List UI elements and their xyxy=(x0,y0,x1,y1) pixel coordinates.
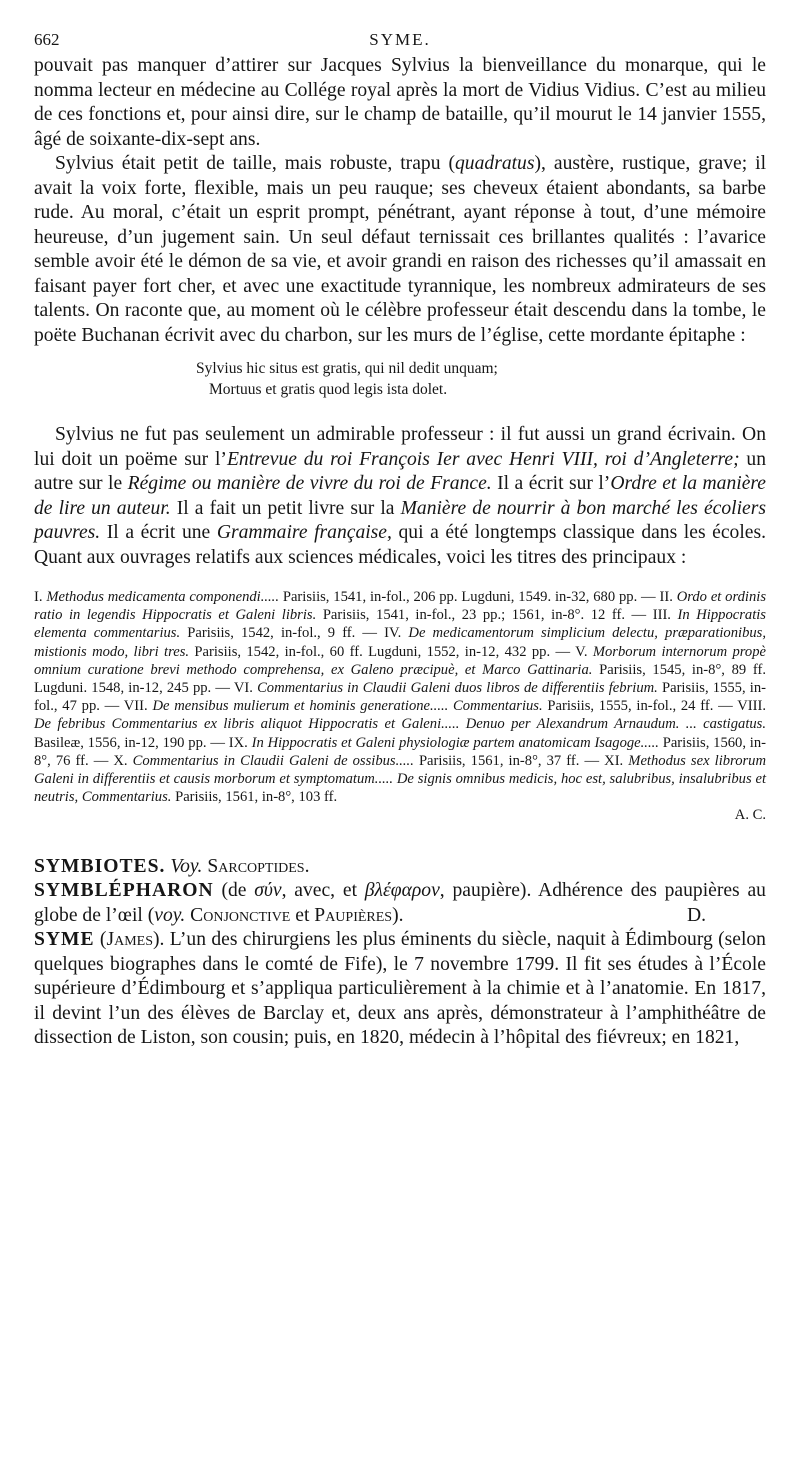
bibliography-title: Methodus sex librorum Galeni in differentiis et causis morborum et symptomatum..... De signis omnibus medicis, hoc est, salubribus, insalubribus et neutris, Commentarius. xyxy=(34,752,767,806)
bibliography-details: Parisiis, 1560, in-8°, 76 ff. — X. xyxy=(34,734,767,769)
bibliography-details: Parisiis, 1542, in-fol., 60 ff. Lugduni, 1552, in-12, 432 pp. — V. xyxy=(189,643,593,660)
symbiotes-voy: Voy. xyxy=(170,855,203,877)
bibliography-title: In Hippocratis et Galeni physiologiæ partem anatomicam Isagoge..... xyxy=(251,734,659,751)
paragraph-2-text-a: Sylvius était petit de taille, mais robuste, trapu ( xyxy=(55,153,455,174)
symb-text-a: (de xyxy=(213,880,255,902)
symb-signature: D. xyxy=(686,904,706,926)
page-number: 662 xyxy=(34,30,60,49)
p3-j: Grammaire française, xyxy=(216,522,392,543)
paragraph-2-quadratus: quadratus xyxy=(455,153,535,174)
p3-e: Il a écrit sur l’ xyxy=(491,473,611,494)
bibliography-details: Parisiis, 1541, in-fol., 206 pp. Lugduni, 1549. in-32, 680 pp. — II. xyxy=(278,589,677,605)
entry-head-symbiotes: SYMBIOTES. xyxy=(34,855,166,877)
article-symblepharon xyxy=(34,879,766,928)
symbiotes-target: Sarcoptides. xyxy=(207,855,310,877)
symb-greek-2: βλέφαρον xyxy=(364,880,440,902)
symb-text-e: ). xyxy=(392,904,404,926)
bibliography-title: Commentarius in Claudii Galeni de ossibus..... xyxy=(132,752,414,769)
syme-text: . L’un des chirurgiens les plus éminents du siècle, naquit à Édimbourg (selon quelques biographes dans le comté de Fife), le 7 novembre 1799. Il fit ses études à l’École supérieure d’Édimbourg et s’appliqua particulièrement à la chimie et à l’anatomie. En 1817, il devint l’un des élèves de Barclay et, deux ans après, démonstrateur à l’amphithéâtre de dissection de Liston, son cousin; puis, en 1820, médecin à l’hôpital des fiévreux; en 1821, xyxy=(34,929,766,1049)
bibliography-details: Parisiis, 1542, in-fol., 9 ff. — IV. xyxy=(180,625,409,642)
bibliography-details: Basileæ, 1556, in-12, 190 pp. — IX. xyxy=(34,734,252,751)
p3-g: Il a fait un petit livre sur la xyxy=(170,497,401,519)
paragraph-3 xyxy=(34,423,766,570)
p3-a: Sylvius ne fut pas seulement un admirable professeur : il fut aussi un grand écrivain. On lui doit un poëme sur l’ xyxy=(34,424,766,470)
bibliography-signature: A. C. xyxy=(734,807,766,824)
symb-voy: voy. xyxy=(154,904,186,926)
bibliography-details: Parisiis, 1561, in-8°, 103 ff. xyxy=(171,789,338,806)
bibliography-title: In Hippocratis elementa commentarius. xyxy=(34,607,766,642)
bibliography-details: Parisiis, 1555, in-fol., 47 pp. — VII. xyxy=(34,680,766,715)
symb-ref-1: Conjonctive xyxy=(185,904,291,926)
p3-b: Entrevue du roi François Ier avec Henri VIII, roi d’Angleterre; xyxy=(226,448,740,470)
entry-head-symblepharon: SYMBLÉPHARON xyxy=(34,880,214,902)
symb-ref-2: Paupières xyxy=(314,904,393,926)
paragraph-1: pouvait pas manquer d’attirer sur Jacques Sylvius la bienveillance du monarque, qui le nomma lecteur en médecine au Collége royal après la mort de Vidius Vidius. C’est au milieu de ces fonctions et, pour ainsi dire, sur le champ de bataille, qu’il mourut le 14 janvier 1555, âgé de soixante-dix-sept ans. xyxy=(34,55,766,150)
p3-f: Ordre et la manière de lire un auteur. xyxy=(34,473,766,519)
p3-h: Manière de nourrir à bon marché les écoliers pauvres. xyxy=(34,497,766,543)
entry-head-syme: SYME xyxy=(34,929,95,951)
epitaph xyxy=(34,358,766,400)
bibliography-details: Parisiis, 1555, in-fol., 24 ff. — VIII. xyxy=(542,698,766,715)
p3-i: Il a écrit une xyxy=(100,522,217,543)
p3-k: qui a été longtemps classique dans les écoles. Quant aux ouvrages relatifs aux sciences médicales, voici les titres des principaux : xyxy=(34,522,766,568)
bibliography-title: Methodus medicamenta componendi..... xyxy=(46,589,279,605)
bibliography-details: I. xyxy=(34,589,47,605)
article-symbiotes xyxy=(34,855,766,880)
paragraph-2-text-c: ), austère, rustique, grave; il avait la voix forte, flexible, mais un peu rauque; ses cheveux étaient abondants, sa barbe rude. Au moral, c’était un esprit prompt, pénétrant, ayant réponse à tout, d’une mémoire heureuse, d’un jugement sain. Un seul défaut ternissait ces brillantes qualités : l’avarice semble avoir été le démon de sa vie, et avoir grandi en raison des richesses qu’il amassait en faisant payer fort cher, et avec une exactitude tyrannique, les nombreux admirateurs de ses talents. On raconte que, au moment où le célèbre professeur était descendu dans la tombe, le poëte Buchanan écrivit avec du charbon, sur les murs de l’église, cette mordante épitaphe : xyxy=(34,153,767,346)
symb-text-b: , avec, et xyxy=(281,880,365,902)
epitaph-line-2: Mortuus et gratis quod legis ista dolet. xyxy=(209,381,448,398)
article-syme: SYME (James). L’un des chirurgiens les plus éminents du siècle, naquit à Édimbourg (selon quelques biographes dans le comté de Fife), le 7 novembre 1799. Il fit ses études à l’École supérieure d’Édimbourg et s’appliqua particulièrement à la chimie et à l’anatomie. En 1817, il devint l’un des élèves de Barclay et, deux ans après, démonstrateur à l’amphithéâtre de dissection de Liston, son cousin; puis, en 1820, médecin à l’hôpital des fiévreux; en 1821, xyxy=(34,929,766,1049)
bibliography-title: Commentarius in Claudii Galeni duos libros de differentiis febrium. xyxy=(257,680,658,697)
bibliography-details: Parisiis, 1541, in-fol., 23 pp.; 1561, in-8°. 12 ff. — III. xyxy=(316,607,678,624)
bibliography-details: Parisiis, 1561, in-8°, 37 ff. — XI. xyxy=(413,752,629,769)
running-title: SYME. xyxy=(369,30,431,49)
syme-first-name: James xyxy=(106,929,153,951)
paragraph-2 xyxy=(34,152,766,348)
bibliography-title: De febribus Commentarius ex libris aliquot Hippocratis et Galeni..... Denuo per Alexandrum Arnaudum. ... castigatus. xyxy=(34,716,766,733)
symb-text-c: , paupière). Adhérence des paupières au globe de l’œil ( xyxy=(34,880,766,926)
book-page xyxy=(34,30,766,1051)
symb-greek-1: σύν xyxy=(254,880,282,902)
bibliography-title: Morborum internorum propè omnium curatione brevi methodo comprehensa, ex Galeno præcipuè, et Marco Gattinaria. xyxy=(34,643,766,678)
p3-d: Régime ou manière de vivre du roi de France. xyxy=(127,473,492,494)
p3-c: un autre sur le xyxy=(34,448,766,494)
bibliography xyxy=(34,588,766,825)
bibliography-title: De mensibus mulierum et hominis generatione..... Commentarius. xyxy=(152,698,543,715)
bibliography-text xyxy=(34,588,766,806)
epitaph-line-1: Sylvius hic situs est gratis, qui nil dedit unquam; xyxy=(196,360,498,377)
bibliography-title: De medicamentorum simplicium delectu, præparationibus, mistionis modo, libri tres. xyxy=(34,625,766,660)
bibliography-title: Ordo et ordinis ratio in legendis Hippocratis et Galeni libris. xyxy=(34,589,767,624)
running-head xyxy=(34,30,766,54)
symb-text-d: et xyxy=(290,904,315,926)
bibliography-details: Parisiis, 1545, in-8°, 89 ff. Lugduni. 1548, in-12, 245 pp. — VI. xyxy=(34,661,766,697)
